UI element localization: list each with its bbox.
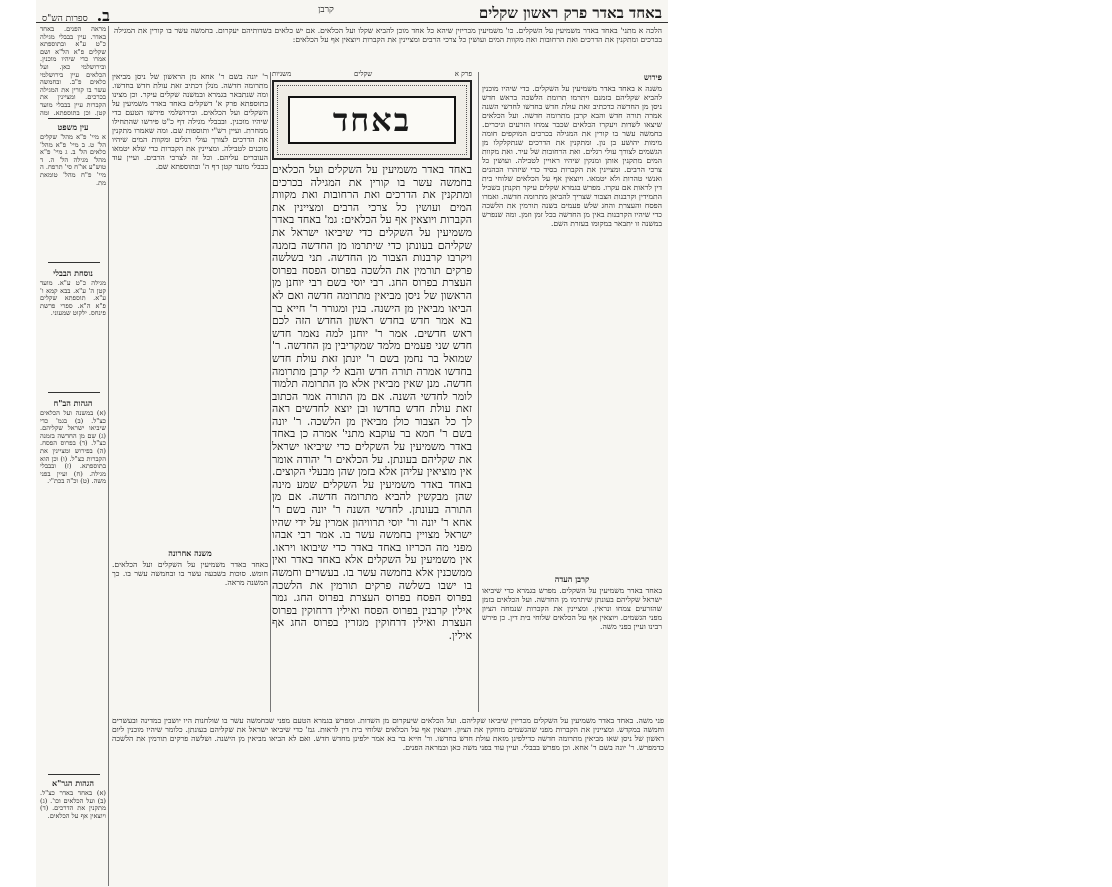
main-talmud-text: באחד באדר משמיעין על השקלים ועל הכלאים בחמשה עשר בו קורין את המגילה בכרכים ומתקנין את הדרכים ואת הרחובות ואת מקוות המים ועושין כל צרכי הרבים ומציינין את הקברות ויוצאין אף על הכלאים: גמ' באחד באדר משמיעין על השקלים כדי שיביאו ישראל את שקליהם בעונתן כדי שיתרמו מן החדשה בזמנה ויקרבו קרבנות הצבור מן החדשה. תני בשלשה פרקים תורמין את הלשכה בפרוס הפסח בפרוס העצרת בפרוס החג. רבי יוסי בשם רבי יוחנן מן הראשון של ניסן מביאין מתרומה חדשה ואם לא הביאו מביאין מן הישנה. בנין ומגורר ר' חייא בר בא אמר חדש בחדש ראשון החדש הזה לכם ראש חדשים. אמר ר' יוחנן למה נאמר חדש חדש שני פעמים מלמד שמקריבין מן החדשה. ר' שמואל בר נחמן בשם ר' יונתן זאת עולת חדש בחדשו אמרה תורה חדש והבא לי קרבן מתרומה חדשה. מנן שאין מביאין אלא מן התרומה תלמוד לומר לחדשי השנה. אם מן התורה אמר הכתוב זאת עולת חדש בחדשו ובן יוצא לחדשים ראה לך כל הצבור כולן מביאין מן הלשכה. ר' יונה בשם ר' חמא בר עוקבא מתני' אמרה כן באחד באדר משמיעין על השקלים כדי שיביאו ישראל את שקליהם בעונתן. על הכלאים ר' יהודה אומר אין מוציאין עליהן אלא בזמן שהן מבעלי הקוצים. באחד באדר משמיעין על השקלים שמע מינה שהן מבקשין להביא מתרומה חדשה. אם מן התורה בעונתן. לחדשי השנה ר' יונה בשם ר' אחא ר' יונה ור' יוסי תרוויהון אמרין על ידי שהיו ישראל מצויין בחמשה עשר בו. אמר רבי אבהו מפני מה הכריזו באחד באדר כדי שיבואו ויראו. אין משמיעין על השקלים אלא באחד באדר ואין ממשכנין אלא בחמשה עשר בו. בעשרים וחמשה בו ישבו בשלשה פרקים תורמין את הלשכה בפרוס הפסח בפרוס העצרת בפרוס החג. גמר אילין קרבנין בפרוס הפסח ואילין דרחוקין בפרוס העצרת ואילין דרחוקין מגזרין בפרוס החג אף אילין. — [272, 164, 472, 642]
left-commentary-column-b: באחד באדר משמיעין על השקלים ועל הכלאים. חומש. סוכות בשבעה עשר בו ובחמשה עשר בו. כך המשנה מראה. — [112, 560, 268, 587]
header-folio — [42, 6, 110, 26]
title-frame-inner — [288, 96, 456, 144]
side-notes-ein-mishpat: א מיי' פ"א מהל' שקלים הל' ט. ב מיי' פ"א מהל' כלאים הל' ב. ג מיי' פ"א מהל' מגילה הל' ה. ד טוש"ע או"ח סי' תרפח. ה מיי' פ"ח מהל' טומאת מת. — [40, 134, 106, 187]
side-rule-3 — [48, 392, 100, 393]
side-label-ein-mishpat: עין משפט — [57, 122, 89, 132]
folio-number: ב. — [96, 6, 110, 25]
right-commentary-column: משנה א באחד באדר משמיעין על השקלים. כדי שיהיו מוכנין להביא שקליהם בזמנם ויתרמו תרומת הלשכה בראש חדש ניסן מן החדשה כדכתיב זאת עולת חדש בחדשו לחדשי השנה אמרה תורה חדש והבא קרבן מתרומה חדשה. ועל הכלאים שיצאו לשדות ויעקרו הכלאים שכבר צמחו הזרעים וניכרים. בחמשה עשר בו קורין את המגילה בכרכים המוקפים חומה מימות יהושע בן נון. ומתקנין את הדרכים שנתקלקלו מן הגשמים לצורך עולי רגלים. ואת הרחובות של עיר. ואת מקוות המים מתקנין אותן ומנקין שיהיו ראויין לטבילה. ועושין כל צרכי הרבים. ומציינין את הקברות בסיד כדי שיזהרו הכהנים ואנשי טהרות ולא יטמאו. ויוצאין אף על הכלאים שלוחי בית דין לראות אם עקרו. מפרש בגמרא שקלים עיקר תקנתן בשביל התמידין וקרבנות הצבור שצריך להביאן מתרומה חדשה. ואמרו הפסח והעצרת והחג שלש פעמים בשנה תורמין את הלשכה כדי שיהיו הקרבנות באין מן החדשה בכל זמן וזמן. ומה שנפרש במשנה זו יתבאר במקומו בעזרת השם. — [482, 84, 662, 228]
side-notes-gra: (א) באחד באדר כצ"ל. (ב) ועל הכלאים וכו'. (ג) מתקנין את הדרכים. (ד) ויוצאין אף על הכלאים. — [40, 790, 106, 820]
label-mishna-acharona: משנה אחרונה — [168, 548, 212, 558]
opening-word: באחד — [332, 101, 412, 139]
column-divider-right — [478, 72, 479, 712]
label-korban-haedah: קרבן העדה — [554, 574, 590, 584]
side-label-bach: הגהות הב"ח — [53, 398, 93, 408]
folio-label: ספרות הש"ס — [42, 14, 88, 24]
label-peirush: פירוש — [643, 72, 662, 82]
side-notes-top: מראה הפנים. באחד באדר. עיין בבבלי מגילה כ"ט ע"א ובתוספתא שקלים פ"א הל"א ושם אמרו כדי שיהיו מוכנין. ובירושלמי כאן. ועל הכלאים עיין בירושלמי כלאים פ"ב. ובחמשה עשר בו קורין את המגילה בכרכים. ומציינין את הקברות עיין בבבלי מועד קטן. וכן בתוספתא. ומה — [40, 26, 106, 116]
caption-mid: שקלים — [354, 70, 373, 78]
side-rule-4 — [48, 774, 100, 775]
header-rule — [36, 22, 668, 23]
left-commentary-column: ר' יונה בשם ר' אחא מן הראשון של ניסן מביאין מתרומה חדשה. מנלן דכתיב זאת עולת חדש בחדשו. ומה שנתבאר בגמרא ובמשנה שקלים עיקר. וכן מצינו בתוספתא פרק א' דשקלים באחד באדר משמיעין על השקלים ועל הכלאים. ובירושלמי פירשו הטעם כדי שיהיו מוכנין. ובבבלי מגילה דף כ"ט פירשו שהתחילו ממחרת. ועיין רש"י ותוספות שם. ומה שאמרו מתקנין את הדרכים לצורך עולי רגלים ומקוות המים שיהיו מוכנים לטבילה. ומציינין את הקברות כדי שלא יטמאו העוברים עליהם. וכל זה לצרכי הרבים. ועיין עוד בבבלי מועד קטן דף ה' ובתוספתא שם. — [112, 72, 268, 171]
ornamental-title-frame — [272, 80, 472, 160]
document-page — [36, 0, 668, 887]
column-divider-left — [108, 26, 109, 886]
right-commentary-column-b: באחד באדר משמיעין על השקלים. מפרש בגמרא כדי שיביאו ישראל שקליהם בעונתן שיתרמו מן החדשה. ועל הכלאים בזמן שהזרעים צמחו ונראין. ומציינין את הקברות שנמחה הציון מפני הגשמים. ויוצאין אף על הכלאים שלוחי בית דין. כן פירש רבינו ועיין בפני משה. — [482, 586, 662, 631]
bottom-commentary: פני משה. באחד באדר משמיעין על השקלים מכריזין שיביאו שקליהם. ועל הכלאים שיעקרום מן השדות. ומפרש בגמרא הטעם מפני שבחמשה עשר בו שולחנות היו יושבין במדינה ובעשרים וחמשה במקדש. ומציינין את הקברות מפני שהגשמים מוחקין את הציון. ויוצאין אף על הכלאים שלוחי בית דין לראות. גמ' כדי שיביאו ישראל את שקליהם בעונתן. כלומר שיהיו מוכנין ליום ראשון של ניסן שאז מביאין מתרומה חדשה כדילפינן מזאת עולת חדש בחדשו. ור' חייא בר בא אמר ילפינן מחדש חדש. ואם לא הביאו מביאין מן הישנה. ושלשה פרקים תורמין את הלשכה כדמפרש. ר' יונה בשם ר' אחא. וכן מפרש בבבלי. ועיין עוד בפני משה כאן ובמראה הפנים. — [112, 716, 664, 752]
column-divider-center — [270, 72, 271, 712]
halacha-intro: הלכה א מתני' באחד באדר משמיעין על השקלים. כו' משמיעין מכריזין שיהא כל אחד מוכן להביא שקלו ועל הכלאים. אם יש כלאים בשדותיהם יעקרום. בחמשה עשר בו קורין את המגילה בכרכים ומתקנין את הדרכים ואת הרחובות ואת מקוות המים ועושין כל צרכי הרבים ומציינין את הקברות ויוצאין אף על הכלאים: — [114, 26, 662, 44]
side-rule-1 — [48, 118, 100, 119]
caption-right: פרק א — [454, 70, 472, 78]
caption-left: משניות — [272, 70, 292, 78]
side-label-gra: הגהות הגר"א — [51, 778, 95, 788]
header-title: באחד באדר פרק ראשון שקלים — [478, 4, 662, 22]
side-label-bavli: נוסחת הבבלי — [53, 268, 93, 278]
side-notes-bach: (א) במשנה ועל הכלאים כצ"ל. (ב) בגמ' כדי שיביאו ישראל שקליהם. (ג) שם מן החדשה בזמנה כצ"ל. (ד) בפרוס הפסח. (ה) בפירוש ומציינין את הקברות כצ"ל. (ו) וכן הוא בתוספתא. (ז) ובבבלי מגילה. (ח) ועיין בפני משה. (ט) וכ"ה בכת"י. — [40, 410, 106, 486]
header-commentary-name: קרבן — [318, 5, 334, 15]
side-notes-bavli: מגילה כ"ט ע"א. מועד קטן ה' ע"א. בבא קמא ו' ע"א. תוספתא שקלים פ"א ה"א. ספרי פרשת פינחס. ילקוט שמעוני. — [40, 280, 106, 318]
side-rule-2 — [48, 262, 100, 263]
